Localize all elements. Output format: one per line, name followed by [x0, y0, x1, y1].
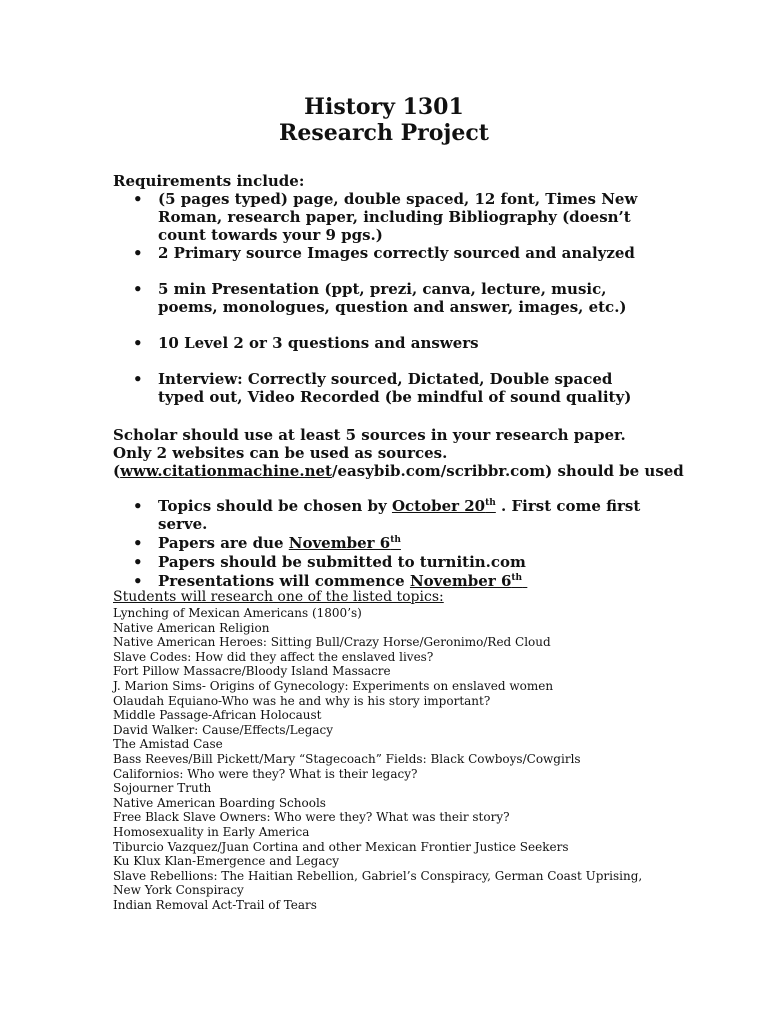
topic-item: Bass Reeves/Bill Pickett/Mary “Stagecoach” Fields: Black Cowboys/Cowgirls	[113, 751, 581, 766]
topic-item: Native American Boarding Schools	[113, 795, 326, 810]
topic-item: Ku Klux Klan-Emergence and Legacy	[113, 854, 340, 869]
requirement-item: • (5 pages typed) page, double spaced, 12 font, Times New Roman, research paper, including Bibliography (doesn’t count towards your 9 pgs.)	[113, 190, 658, 244]
topic-item: Free Black Slave Owners: Who were they? What was their story?	[113, 810, 510, 825]
presentations-date: November 6th	[409, 572, 523, 590]
topics-heading: Students will research one of the listed topics:	[113, 589, 444, 605]
citation-link[interactable]: www.citationmachine.net	[120, 462, 332, 480]
requirements-heading: Requirements include:	[113, 172, 305, 190]
course-title: History 1301	[304, 94, 464, 120]
requirement-item: • Interview: Correctly sourced, Dictated, Double spaced typed out, Video Recorded (be mindful of sound quality)	[113, 370, 658, 406]
topic-item: Sojourner Truth	[113, 781, 212, 796]
requirement-item: • 5 min Presentation (ppt, prezi, canva, lecture, music, poems, monologues, question and answer, images, etc.)	[113, 280, 658, 316]
deadline-topics: • Topics should be chosen by October 20th . First come first serve.	[113, 497, 658, 533]
topic-item: Californios: Who were they? What is their legacy?	[113, 766, 418, 781]
topic-item: Slave Codes: How did they affect the enslaved lives?	[113, 649, 434, 664]
topic-item: Olaudah Equiano-Who was he and why is his story important?	[113, 693, 491, 708]
sources-rest: /easybib.com/scribbr.com) should be used	[331, 462, 684, 480]
deadline-papers-due: • Papers are due November 6th	[113, 534, 658, 552]
topic-item: Lynching of Mexican Americans (1800’s)	[113, 606, 362, 620]
papers-due-date: November 6th	[288, 534, 401, 552]
topic-item: Slave Rebellions: The Haitian Rebellion, Gabriel’s Conspiracy, German Coast Uprising, New York Conspiracy	[113, 868, 643, 898]
requirements-list	[113, 190, 658, 406]
topic-item: David Walker: Cause/Effects/Legacy	[113, 722, 334, 737]
topic-item: J. Marion Sims- Origins of Gynecology: Experiments on enslaved women	[113, 678, 554, 693]
project-title: Research Project	[279, 120, 489, 146]
topic-item: The Amistad Case	[113, 737, 223, 752]
deadline-submit: • Papers should be submitted to turnitin.com	[113, 553, 658, 571]
topic-item: Indian Removal Act-Trail of Tears	[113, 897, 317, 912]
topic-item: Homosexuality in Early America	[113, 824, 310, 839]
requirement-item: • 10 Level 2 or 3 questions and answers	[113, 334, 658, 352]
topic-item: Native American Heroes: Sitting Bull/Crazy Horse/Geronimo/Red Cloud	[113, 635, 551, 650]
deadline-presentations: • Presentations will commence November 6th	[113, 572, 658, 590]
sources-line	[113, 462, 684, 480]
sources-paragraph	[113, 426, 684, 480]
requirement-item: • 2 Primary source Images correctly sourced and analyzed	[113, 244, 658, 262]
topic-item: Native American Religion	[113, 620, 270, 635]
sources-line: Scholar should use at least 5 sources in your research paper.	[113, 426, 626, 444]
paren-open: (	[113, 462, 121, 480]
topic-item: Fort Pillow Massacre/Bloody Island Massacre	[113, 664, 391, 679]
sources-line: Only 2 websites can be used as sources.	[113, 444, 448, 462]
deadlines-list	[113, 497, 658, 591]
topic-item: Middle Passage-African Holocaust	[113, 708, 322, 723]
topics-list	[113, 606, 673, 912]
topic-item: Tiburcio Vazquez/Juan Cortina and other Mexican Frontier Justice Seekers	[113, 839, 569, 854]
topics-date: October 20th	[391, 497, 496, 515]
